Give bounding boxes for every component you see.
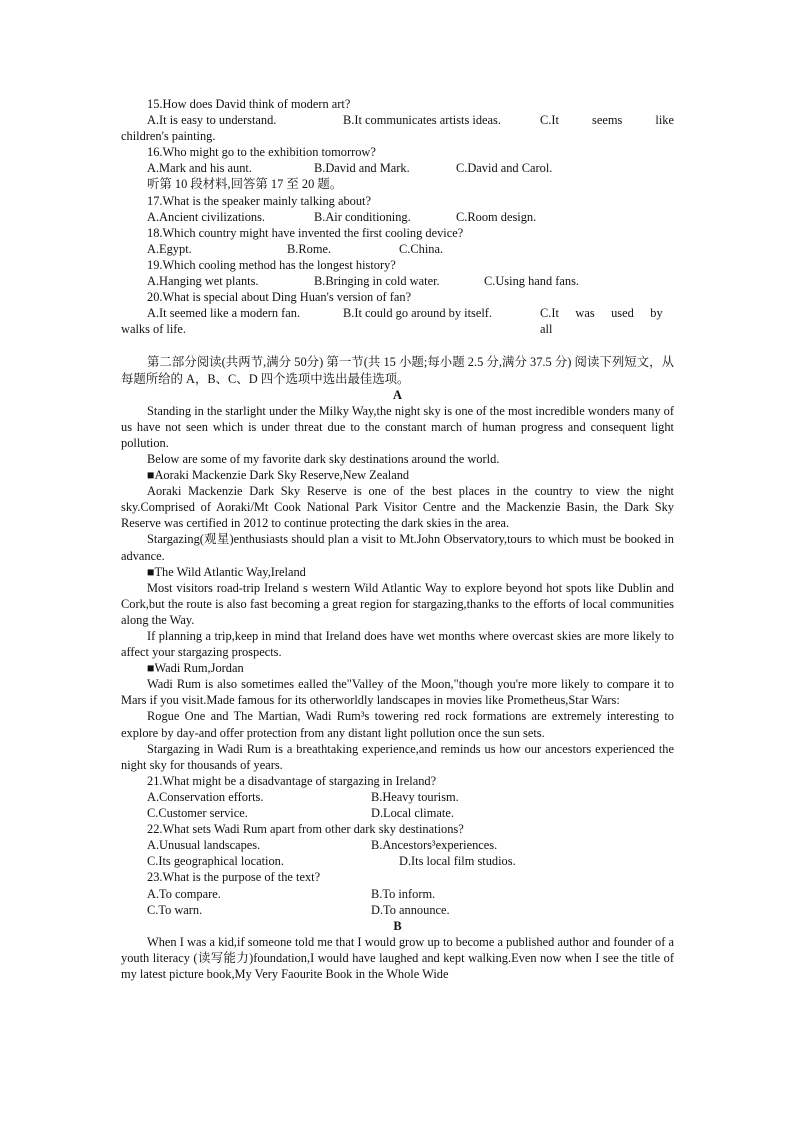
option-15-c-line1: C.It seems like xyxy=(540,113,674,128)
option-18-a: A.Egypt. xyxy=(147,241,192,256)
options-21-row1 xyxy=(121,789,674,805)
question-16: 16.Who might go to the exhibition tomorrow? xyxy=(147,145,376,160)
passage-a-label: A xyxy=(393,387,402,402)
passage-a-p8: Rogue One and The Martian, Wadi Rum³s towering red rock formations are extremely interesting to explore by day-and offer protection from any distant light pollution once the sun sets. xyxy=(121,709,674,740)
option-16-c: C.David and Carol. xyxy=(456,161,553,176)
options-19 xyxy=(121,273,674,289)
option-22-c: C.Its geographical location. xyxy=(147,854,284,869)
passage-a-p3: Aoraki Mackenzie Dark Sky Reserve is one of the best places in the country to view the night sky.Comprised of Aoraki/Mt Cook National Park Visitor Centre and the Mackenzie Basin, the Dark Sky Reserve was certified in 2012 to continue protecting the dark skies in the area. xyxy=(121,484,674,531)
question-23: 23.What is the purpose of the text? xyxy=(147,870,321,885)
option-19-b: B.Bringing in cold water. xyxy=(314,274,440,289)
option-21-d: D.Local climate. xyxy=(371,806,454,821)
option-23-a: A.To compare. xyxy=(147,886,221,901)
passage-a-p6: If planning a trip,keep in mind that Ireland does have wet months where overcast skies are more likely to affect your stargazing prospects. xyxy=(121,629,674,660)
passage-a-heading-2: ■The Wild Atlantic Way,Ireland xyxy=(147,564,306,579)
options-17 xyxy=(121,209,674,225)
option-22-b: B.Ancestors³experiences. xyxy=(371,838,498,853)
passage-b-label: B xyxy=(393,918,402,933)
options-21-row2 xyxy=(121,805,674,821)
options-18 xyxy=(121,241,674,257)
passage-a-heading-1: ■Aoraki Mackenzie Dark Sky Reserve,New Zealand xyxy=(147,468,410,483)
option-23-c: C.To warn. xyxy=(147,902,203,917)
option-23-d: D.To announce. xyxy=(371,902,450,917)
option-15-a: A.It is easy to understand. xyxy=(147,113,277,128)
options-22-row2 xyxy=(121,853,674,869)
passage-a-p4: Stargazing(观星)enthusiasts should plan a visit to Mt.John Observatory,tours to which must be booked in advance. xyxy=(121,532,674,563)
question-20: 20.What is special about Ding Huan's version of fan? xyxy=(147,290,412,305)
option-17-a: A.Ancient civilizations. xyxy=(147,209,266,224)
passage-a-heading-3: ■Wadi Rum,Jordan xyxy=(147,661,244,676)
option-20-c: walks of life. xyxy=(121,322,187,337)
option-22-a: A.Unusual landscapes. xyxy=(147,838,261,853)
exam-page xyxy=(121,96,674,982)
passage-a-p1: Standing in the starlight under the Milky Way,the night sky is one of the most incredible wonders many of us have not seen which is under threat due to the constant march of human progress and consequent light pollution. xyxy=(121,403,674,450)
option-18-c: C.China. xyxy=(399,241,444,256)
option-17-b: B.Air conditioning. xyxy=(314,209,411,224)
passage-b-p1: When I was a kid,if someone told me that I would grow up to become a published author and founder of a youth literacy (读写能力)foundation,I would have laughed and kept walking.Even now when I see the title of my latest picture book,My Very Faourite Book in the Whole Wide xyxy=(121,934,674,981)
option-20-c-line1: C.It was used by all xyxy=(540,306,674,337)
option-22-d: D.Its local film studios. xyxy=(399,854,516,869)
option-15-c: children's painting. xyxy=(121,129,216,144)
option-21-b: B.Heavy tourism. xyxy=(371,789,459,804)
option-15-b: B.It communicates artists ideas. xyxy=(343,113,501,128)
option-23-b: B.To inform. xyxy=(371,886,436,901)
option-21-a: A.Conservation efforts. xyxy=(147,789,264,804)
passage-a-p9: Stargazing in Wadi Rum is a breathtaking experience,and reminds us how our ancestors experienced the night sky for thousands of years. xyxy=(121,741,674,772)
section-10-instruction: 听第 10 段材料,回答第 17 至 20 题。 xyxy=(147,177,343,192)
option-20-b: B.It could go around by itself. xyxy=(343,306,493,321)
option-16-b: B.David and Mark. xyxy=(314,161,410,176)
options-16 xyxy=(121,160,674,176)
options-22-row1 xyxy=(121,837,674,853)
option-18-b: B.Rome. xyxy=(287,241,332,256)
option-19-a: A.Hanging wet plants. xyxy=(147,274,259,289)
question-18: 18.Which country might have invented the first cooling device? xyxy=(147,225,464,240)
options-23-row1 xyxy=(121,886,674,902)
option-17-c: C.Room design. xyxy=(456,209,537,224)
passage-a-p2: Below are some of my favorite dark sky destinations around the world. xyxy=(147,451,500,466)
reading-header: 第二部分阅读(共两节,满分 50分) 第一节(共 15 小题;每小题 2.5 分,满分 37.5 分) 阅读下列短文，从每题所给的 A，B、C、D 四个选项中选出最佳选项。 xyxy=(121,355,674,386)
option-19-c: C.Using hand fans. xyxy=(484,274,579,289)
section-gap xyxy=(121,337,674,354)
question-21: 21.What might be a disadvantage of stargazing in Ireland? xyxy=(147,773,437,788)
question-17: 17.What is the speaker mainly talking about? xyxy=(147,193,371,208)
options-23-row2 xyxy=(121,902,674,918)
question-15: 15.How does David think of modern art? xyxy=(147,97,351,111)
option-20-a: A.It seemed like a modern fan. xyxy=(147,306,301,321)
option-21-c: C.Customer service. xyxy=(147,806,248,821)
options-15 xyxy=(121,112,674,128)
question-22: 22.What sets Wadi Rum apart from other dark sky destinations? xyxy=(147,822,464,837)
option-16-a: A.Mark and his aunt. xyxy=(147,161,252,176)
passage-a-p7: Wadi Rum is also sometimes ealled the"Valley of the Moon,"though you're more likely to compare it to Mars if you visit.Made famous for its otherworldly landscapes in movies like Prometheus,Star Wars: xyxy=(121,677,674,708)
passage-a-p5: Most visitors road-trip Ireland s western Wild Atlantic Way to explore beyond hot spots like Dublin and Cork,but the route is also fast becoming a great region for stargazing,thanks to the efforts of local communities along the Way. xyxy=(121,580,674,627)
question-19: 19.Which cooling method has the longest history? xyxy=(147,257,396,272)
